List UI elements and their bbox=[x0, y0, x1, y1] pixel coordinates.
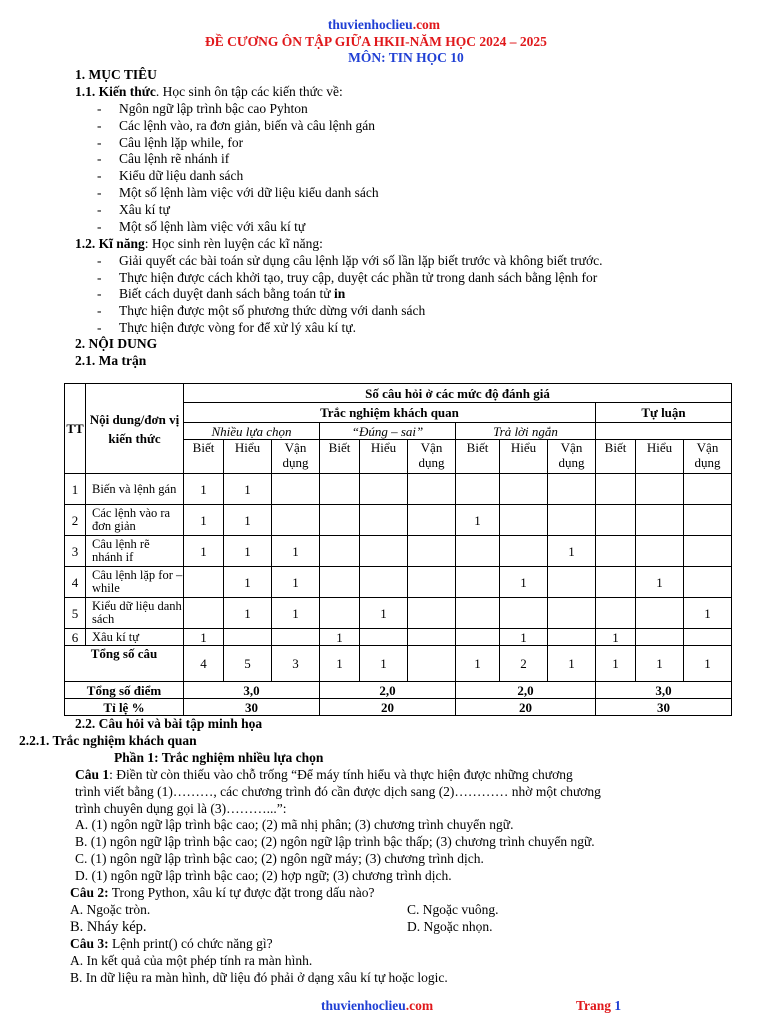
q2-option-c: C. Ngoặc vuông. bbox=[407, 902, 499, 917]
row-tt: 6 bbox=[65, 629, 86, 646]
matrix-cell bbox=[272, 474, 320, 505]
footer-site-domain: .com bbox=[405, 998, 434, 1013]
matrix-cell: 1 bbox=[272, 536, 320, 567]
matrix-cell bbox=[360, 474, 408, 505]
total-cell: 1 bbox=[548, 646, 596, 682]
matrix-cell bbox=[408, 567, 456, 598]
total-cell: 1 bbox=[360, 646, 408, 682]
skill-item: - Biết cách duyệt danh sách bằng toán tử in bbox=[97, 286, 346, 301]
matrix-cell bbox=[184, 567, 224, 598]
level-apply: Vận dụng bbox=[408, 440, 456, 474]
matrix-cell bbox=[684, 567, 732, 598]
q1-line3: trình chuyên dụng gọi là (3)………...”: bbox=[75, 801, 287, 816]
matrix-row bbox=[65, 598, 732, 629]
matrix-cell bbox=[636, 598, 684, 629]
matrix-cell bbox=[408, 536, 456, 567]
matrix-cell bbox=[360, 536, 408, 567]
header-tt: TT bbox=[65, 384, 86, 474]
skill-item: - Thực hiện được vòng for để xử lý xâu kí tự. bbox=[97, 320, 356, 335]
matrix-cell bbox=[596, 505, 636, 536]
header-content: Nội dung/đơn vị kiến thức bbox=[86, 384, 184, 474]
matrix-cell bbox=[596, 598, 636, 629]
matrix-cell bbox=[320, 598, 360, 629]
q2-option-b: B. Nháy kép. bbox=[70, 919, 147, 935]
q2-question: Câu 2: Trong Python, xâu kí tự được đặt trong dấu nào? bbox=[70, 885, 375, 900]
matrix-cell bbox=[636, 505, 684, 536]
skill-item: - Giải quyết các bài toán sử dụng câu lệnh lặp với số lần lặp biết trước và không biết trước. bbox=[97, 253, 603, 268]
level-understand: Hiểu bbox=[224, 440, 272, 474]
matrix-cell bbox=[500, 474, 548, 505]
matrix-cell bbox=[456, 536, 500, 567]
part1-heading: Phần 1: Trắc nghiệm nhiều lựa chọn bbox=[114, 750, 324, 765]
total-cell bbox=[408, 646, 456, 682]
matrix-cell bbox=[408, 629, 456, 646]
knowledge-item: - Các lệnh vào, ra đơn giản, biến và câu lệnh gán bbox=[97, 118, 376, 133]
matrix-cell: 1 bbox=[636, 567, 684, 598]
level-understand: Hiểu bbox=[636, 440, 684, 474]
matrix-row bbox=[65, 505, 732, 536]
matrix-cell bbox=[456, 567, 500, 598]
q3-option-a: A. In kết quả của một phép tính ra màn hình. bbox=[70, 953, 313, 968]
matrix-cell bbox=[500, 536, 548, 567]
q1-line1: Câu 1: Điền từ còn thiếu vào chỗ trống “Để máy tính hiểu và thực hiện được những chương bbox=[75, 767, 573, 782]
matrix-cell bbox=[320, 505, 360, 536]
q2-option-d: D. Ngoặc nhọn. bbox=[407, 919, 493, 934]
total-cell: 1 bbox=[684, 646, 732, 682]
ratio-true-false: 20 bbox=[320, 699, 456, 716]
total-cell: 2 bbox=[500, 646, 548, 682]
knowledge-item: - Câu lệnh lặp while, for bbox=[97, 135, 244, 150]
matrix-cell bbox=[500, 505, 548, 536]
matrix-cell bbox=[636, 536, 684, 567]
footer-site-name: thuvienhoclieu bbox=[321, 998, 406, 1013]
matrix-row bbox=[65, 629, 732, 646]
row-content: Các lệnh vào ra đơn giản bbox=[86, 505, 184, 536]
knowledge-item: - Câu lệnh rẽ nhánh if bbox=[97, 151, 230, 166]
row-tt: 4 bbox=[65, 567, 86, 598]
q1-option-d: D. (1) ngôn ngữ lập trình bậc cao; (2) hợp ngữ; (3) chương trình dịch. bbox=[75, 868, 452, 883]
footer-site bbox=[321, 998, 433, 1014]
matrix-cell bbox=[320, 474, 360, 505]
header-true-false: “Đúng – sai” bbox=[320, 423, 456, 440]
header-objective: Trắc nghiệm khách quan bbox=[184, 403, 596, 423]
knowledge-label: 1.1. Kiến thức bbox=[75, 84, 156, 99]
matrix-cell: 1 bbox=[184, 474, 224, 505]
matrix-cell: 1 bbox=[272, 598, 320, 629]
skills-intro bbox=[75, 236, 323, 252]
knowledge-item: - Ngôn ngữ lập trình bậc cao Pyhton bbox=[97, 101, 308, 116]
section-2-heading: 2. NỘI DUNG bbox=[75, 336, 158, 351]
ratio-essay: 30 bbox=[596, 699, 732, 716]
matrix-cell bbox=[184, 598, 224, 629]
matrix-cell: 1 bbox=[320, 629, 360, 646]
matrix-cell bbox=[684, 505, 732, 536]
row-content: Câu lệnh rẽ nhánh if bbox=[86, 536, 184, 567]
matrix-cell bbox=[548, 567, 596, 598]
matrix-cell bbox=[360, 629, 408, 646]
matrix-cell: 1 bbox=[360, 598, 408, 629]
knowledge-item: - Kiểu dữ liệu danh sách bbox=[97, 168, 244, 183]
total-cell: 1 bbox=[636, 646, 684, 682]
level-know: Biết bbox=[320, 440, 360, 474]
row-tt: 5 bbox=[65, 598, 86, 629]
q1-label: Câu 1 bbox=[75, 767, 110, 782]
total-cell: 1 bbox=[320, 646, 360, 682]
matrix-cell: 1 bbox=[224, 598, 272, 629]
matrix-cell bbox=[684, 474, 732, 505]
matrix-cell bbox=[456, 629, 500, 646]
matrix-subheading: 2.1. Ma trận bbox=[75, 353, 147, 368]
knowledge-item: - Một số lệnh làm việc với dữ liệu kiểu danh sách bbox=[97, 185, 379, 200]
page-num: 1 bbox=[614, 998, 622, 1013]
matrix-cell: 1 bbox=[224, 567, 272, 598]
level-know: Biết bbox=[596, 440, 636, 474]
matrix-cell: 1 bbox=[184, 629, 224, 646]
matrix-cell bbox=[320, 567, 360, 598]
matrix-cell bbox=[684, 629, 732, 646]
level-apply: Vận dụng bbox=[272, 440, 320, 474]
total-questions-label: Tổng số câu bbox=[65, 646, 184, 682]
matrix-cell bbox=[596, 474, 636, 505]
matrix-cell bbox=[360, 505, 408, 536]
points-multiple-choice: 3,0 bbox=[184, 682, 320, 699]
in-operator: in bbox=[334, 286, 346, 301]
matrix-cell bbox=[408, 474, 456, 505]
level-apply: Vận dụng bbox=[548, 440, 596, 474]
matrix-cell: 1 bbox=[224, 505, 272, 536]
ratio-multiple-choice: 30 bbox=[184, 699, 320, 716]
knowledge-intro bbox=[75, 84, 343, 100]
q1-line2: trình viết bằng (1)………, các chương trình đó cần được dịch sang (2)………… nhờ một chương bbox=[75, 784, 601, 799]
row-content: Câu lệnh lặp for – while bbox=[86, 567, 184, 598]
matrix-cell bbox=[408, 598, 456, 629]
matrix-cell bbox=[408, 505, 456, 536]
matrix-cell bbox=[320, 536, 360, 567]
matrix-cell bbox=[636, 474, 684, 505]
site-header bbox=[0, 17, 768, 33]
row-tt: 2 bbox=[65, 505, 86, 536]
matrix-cell bbox=[596, 567, 636, 598]
matrix-cell bbox=[684, 536, 732, 567]
header-multiple-choice: Nhiều lựa chọn bbox=[184, 423, 320, 440]
skills-text: : Học sinh rèn luyện các kĩ năng: bbox=[144, 236, 323, 251]
points-true-false: 2,0 bbox=[320, 682, 456, 699]
level-understand: Hiểu bbox=[360, 440, 408, 474]
skill-item: - Thực hiện được một số phương thức dừng với danh sách bbox=[97, 303, 426, 318]
matrix-cell: 1 bbox=[548, 536, 596, 567]
matrix-cell bbox=[548, 598, 596, 629]
level-apply: Vận dụng bbox=[684, 440, 732, 474]
header-essay-blank bbox=[596, 423, 732, 440]
level-know: Biết bbox=[184, 440, 224, 474]
site-domain: .com bbox=[412, 17, 441, 32]
matrix-cell bbox=[636, 629, 684, 646]
row-content: Kiểu dữ liệu danh sách bbox=[86, 598, 184, 629]
site-name: thuvienhoclieu bbox=[327, 17, 413, 32]
row-content: Biến và lệnh gán bbox=[86, 474, 184, 505]
matrix-cell: 1 bbox=[500, 567, 548, 598]
header-short-answer: Trả lời ngắn bbox=[456, 423, 596, 440]
matrix-cell: 1 bbox=[456, 505, 500, 536]
q1-option-b: B. (1) ngôn ngữ lập trình bậc cao; (2) ngôn ngữ lập trình bậc thấp; (3) chương trình chuyển ngữ. bbox=[75, 834, 595, 849]
section-221-heading: 2.2.1. Trắc nghiệm khách quan bbox=[19, 733, 197, 748]
q2-label: Câu 2: bbox=[70, 885, 109, 900]
points-short-answer: 2,0 bbox=[456, 682, 596, 699]
level-understand: Hiểu bbox=[500, 440, 548, 474]
q1-option-a: A. (1) ngôn ngữ lập trình bậc cao; (2) mã nhị phân; (3) chương trình chuyển ngữ. bbox=[75, 817, 514, 832]
total-cell: 1 bbox=[596, 646, 636, 682]
matrix-cell bbox=[548, 629, 596, 646]
matrix-cell: 1 bbox=[684, 598, 732, 629]
row-tt: 3 bbox=[65, 536, 86, 567]
matrix-cell: 1 bbox=[500, 629, 548, 646]
matrix-cell bbox=[456, 474, 500, 505]
matrix-cell: 1 bbox=[596, 629, 636, 646]
points-essay: 3,0 bbox=[596, 682, 732, 699]
header-main: Số câu hỏi ở các mức độ đánh giá bbox=[184, 384, 732, 403]
matrix-cell: 1 bbox=[224, 474, 272, 505]
matrix-row bbox=[65, 567, 732, 598]
knowledge-text: . Học sinh ôn tập các kiến thức về: bbox=[155, 84, 343, 99]
q3-option-b: B. In dữ liệu ra màn hình, dữ liệu đó phải ở dạng xâu kí tự hoặc logic. bbox=[70, 970, 448, 985]
matrix-cell: 1 bbox=[272, 567, 320, 598]
row-tt: 1 bbox=[65, 474, 86, 505]
q2-option-a: A. Ngoặc tròn. bbox=[70, 902, 151, 917]
matrix-body bbox=[65, 474, 732, 646]
total-cell: 5 bbox=[224, 646, 272, 682]
matrix-cell bbox=[272, 505, 320, 536]
total-cell: 4 bbox=[184, 646, 224, 682]
total-cell: 3 bbox=[272, 646, 320, 682]
skill-item: - Thực hiện được cách khởi tạo, truy cập, duyệt các phần tử trong danh sách bằng lệnh for bbox=[97, 270, 598, 285]
matrix-cell bbox=[456, 598, 500, 629]
matrix-cell: 1 bbox=[184, 536, 224, 567]
matrix-cell bbox=[360, 567, 408, 598]
total-points-label: Tổng số điểm bbox=[65, 682, 184, 699]
doc-title: ĐỀ CƯƠNG ÔN TẬP GIỮA HKII-NĂM HỌC 2024 – 2025 bbox=[205, 34, 547, 49]
assessment-matrix-table bbox=[64, 383, 732, 716]
skills-label: 1.2. Kĩ năng bbox=[75, 236, 145, 251]
matrix-cell: 1 bbox=[184, 505, 224, 536]
page-number bbox=[576, 998, 621, 1014]
section-1-heading: 1. MỤC TIÊU bbox=[75, 67, 157, 82]
matrix-row bbox=[65, 474, 732, 505]
header-essay: Tự luận bbox=[596, 403, 732, 423]
matrix-cell bbox=[500, 598, 548, 629]
knowledge-item: - Một số lệnh làm việc với xâu kí tự bbox=[97, 219, 306, 234]
q3-label: Câu 3: bbox=[70, 936, 109, 951]
q3-question: Câu 3: Lệnh print() có chức năng gì? bbox=[70, 936, 273, 951]
level-know: Biết bbox=[456, 440, 500, 474]
subject-title: MÔN: TIN HỌC 10 bbox=[348, 50, 464, 65]
matrix-cell bbox=[548, 474, 596, 505]
matrix-row bbox=[65, 536, 732, 567]
row-content: Xâu kí tự bbox=[86, 629, 184, 646]
matrix-cell bbox=[272, 629, 320, 646]
total-cell: 1 bbox=[456, 646, 500, 682]
matrix-cell bbox=[224, 629, 272, 646]
matrix-cell bbox=[548, 505, 596, 536]
section-22-heading: 2.2. Câu hỏi và bài tập minh họa bbox=[75, 716, 263, 731]
q1-option-c: C. (1) ngôn ngữ lập trình bậc cao; (2) ngôn ngữ máy; (3) chương trình dịch. bbox=[75, 851, 484, 866]
page-label: Trang bbox=[576, 998, 615, 1013]
matrix-cell bbox=[596, 536, 636, 567]
ratio-label: Tỉ lệ % bbox=[65, 699, 184, 716]
ratio-short-answer: 20 bbox=[456, 699, 596, 716]
matrix-cell: 1 bbox=[224, 536, 272, 567]
knowledge-item: - Xâu kí tự bbox=[97, 202, 170, 217]
